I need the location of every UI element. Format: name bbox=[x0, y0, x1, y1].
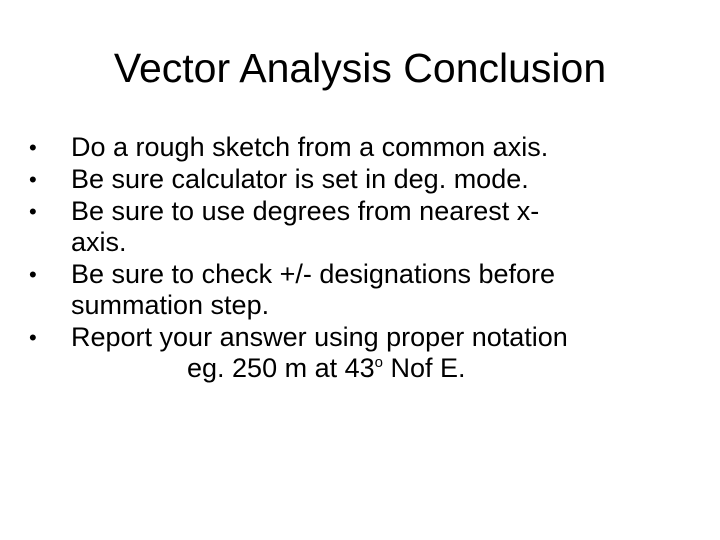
bullet-list bbox=[28, 132, 708, 385]
degree-superscript: o bbox=[374, 354, 383, 371]
bullet-text: • Do a rough sketch from a common axis. bbox=[71, 132, 549, 162]
bullet-text: • Be sure to check +/- designations before bbox=[71, 259, 556, 289]
bullet-item-designations bbox=[28, 259, 708, 321]
bullet-text: • Be sure calculator is set in deg. mode. bbox=[71, 164, 529, 194]
example-prefix: eg. 250 m at 43 bbox=[187, 353, 375, 383]
slide-title: Vector Analysis Conclusion bbox=[113, 45, 607, 91]
bullet-item-report bbox=[28, 322, 708, 384]
example-notation bbox=[71, 353, 708, 384]
bullet-text: • Report your answer using proper notation bbox=[71, 322, 568, 352]
bullet-item-sketch bbox=[28, 132, 708, 163]
bullet-item-degrees bbox=[28, 196, 708, 258]
bullet-text-continued: summation step. bbox=[71, 290, 270, 320]
bullet-item-calculator bbox=[28, 164, 708, 195]
bullet-text-continued: axis. bbox=[71, 227, 127, 257]
bullet-text: • Be sure to use degrees from nearest x- bbox=[71, 196, 540, 226]
example-suffix: Nof E. bbox=[382, 353, 466, 383]
